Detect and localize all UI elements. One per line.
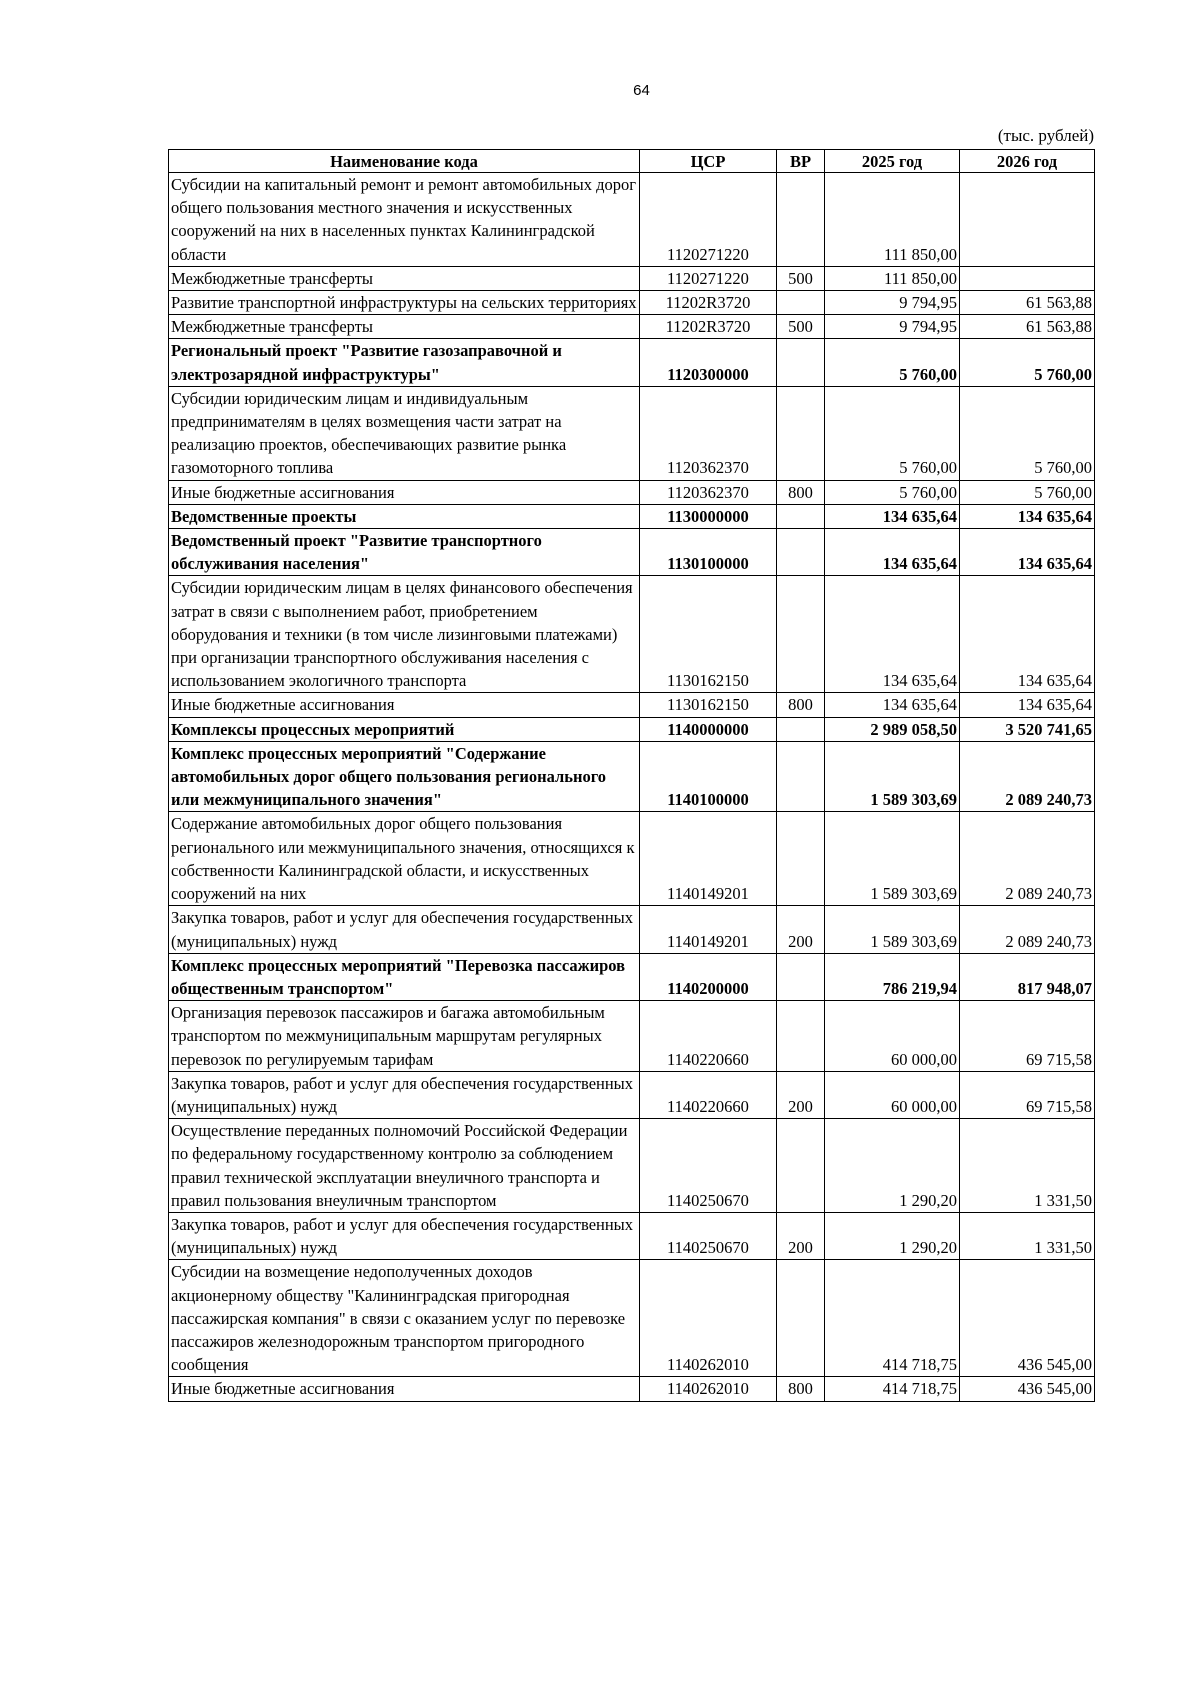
row-vr [777,1119,825,1213]
row-name: Субсидии юридическим лицам и индивидуальным предпринимателям в целях возмещения части затрат на реализацию проектов, обеспечивающих развитие рынка газомоторного топлива [169,386,640,480]
row-vr [777,504,825,528]
row-csr: 11202R3720 [640,315,777,339]
row-vr [777,529,825,576]
row-2025: 1 290,20 [825,1119,960,1213]
row-vr [777,953,825,1000]
row-vr [777,386,825,480]
table-row [169,693,1095,717]
row-2025: 786 219,94 [825,953,960,1000]
header-2025: 2025 год [825,150,960,173]
page-number: 64 [633,82,650,99]
row-name: Закупка товаров, работ и услуг для обеспечения государственных (муниципальных) нужд [169,906,640,953]
table-row [169,1071,1095,1118]
row-name: Иные бюджетные ассигнования [169,1377,640,1401]
row-csr: 1140100000 [640,741,777,812]
table-row [169,315,1095,339]
table-row [169,906,1095,953]
table-row [169,576,1095,693]
row-name: Субсидии юридическим лицам в целях финансового обеспечения затрат в связи с выполнением работ, приобретением оборудования и техники (в том числе лизинговыми платежами) при организации транспортного обслуживания населения с использованием экологичного транспорта [169,576,640,693]
row-csr: 1120362370 [640,386,777,480]
table-row [169,1119,1095,1213]
table-row [169,717,1095,741]
row-name: Закупка товаров, работ и услуг для обеспечения государственных (муниципальных) нужд [169,1212,640,1259]
row-vr [777,717,825,741]
row-2026: 436 545,00 [960,1260,1095,1377]
row-vr [777,576,825,693]
row-vr [777,291,825,315]
row-csr: 1140250670 [640,1212,777,1259]
row-name: Комплекс процессных мероприятий "Перевозка пассажиров общественным транспортом" [169,953,640,1000]
row-2026: 69 715,58 [960,1071,1095,1118]
row-vr: 200 [777,906,825,953]
units-label: (тыс. рублей) [997,126,1094,145]
header-2026: 2026 год [960,150,1095,173]
row-csr: 11202R3720 [640,291,777,315]
row-name: Субсидии на капитальный ремонт и ремонт автомобильных дорог общего пользования местного значения и искусственных сооружений на них в населенных пунктах Калининградской области [169,173,640,267]
row-name: Организация перевозок пассажиров и багажа автомобильным транспортом по межмуниципальным маршрутам регулярных перевозок по регулируемым тарифам [169,1001,640,1072]
row-2026: 1 331,50 [960,1212,1095,1259]
row-vr [777,812,825,906]
row-vr: 800 [777,1377,825,1401]
table-row [169,173,1095,267]
row-vr [777,741,825,812]
table-row [169,339,1095,386]
row-vr: 800 [777,480,825,504]
row-2025: 1 589 303,69 [825,812,960,906]
row-2025: 5 760,00 [825,339,960,386]
row-2026: 134 635,64 [960,576,1095,693]
row-2025: 134 635,64 [825,504,960,528]
row-csr: 1120271220 [640,266,777,290]
row-2025: 1 290,20 [825,1212,960,1259]
row-name: Межбюджетные трансферты [169,315,640,339]
header-csr: ЦСР [640,150,777,173]
table-row [169,266,1095,290]
row-2025: 414 718,75 [825,1377,960,1401]
row-2025: 1 589 303,69 [825,741,960,812]
row-csr: 1120362370 [640,480,777,504]
row-2025: 1 589 303,69 [825,906,960,953]
table-row [169,1212,1095,1259]
table-row [169,1260,1095,1377]
table-row [169,1377,1095,1401]
row-2025: 5 760,00 [825,386,960,480]
row-vr [777,1001,825,1072]
row-2026: 134 635,64 [960,529,1095,576]
row-name: Субсидии на возмещение недополученных доходов акционерному обществу "Калининградская пригородная пассажирская компания" в связи с оказанием услуг по перевозке пассажиров железнодорожным транспортом пригородного сообщения [169,1260,640,1377]
row-2026: 5 760,00 [960,480,1095,504]
row-name: Осуществление переданных полномочий Российской Федерации по федеральному государственному контролю за соблюдением правил технической эксплуатации внеуличного транспорта и правил пользования внеуличным транспортом [169,1119,640,1213]
row-2025: 9 794,95 [825,291,960,315]
row-2026: 61 563,88 [960,291,1095,315]
row-csr: 1120300000 [640,339,777,386]
row-vr [777,339,825,386]
row-name: Ведомственный проект "Развитие транспортного обслуживания населения" [169,529,640,576]
row-name: Комплексы процессных мероприятий [169,717,640,741]
row-csr: 1130100000 [640,529,777,576]
table-row [169,386,1095,480]
row-2026: 817 948,07 [960,953,1095,1000]
header-vr: ВР [777,150,825,173]
row-csr: 1140220660 [640,1001,777,1072]
row-csr: 1140149201 [640,906,777,953]
table-row [169,1001,1095,1072]
row-2025: 9 794,95 [825,315,960,339]
table-row [169,529,1095,576]
row-name: Развитие транспортной инфраструктуры на сельских территориях [169,291,640,315]
row-2025: 414 718,75 [825,1260,960,1377]
row-2026 [960,266,1095,290]
row-2026: 436 545,00 [960,1377,1095,1401]
row-2026: 61 563,88 [960,315,1095,339]
row-2025: 134 635,64 [825,693,960,717]
row-csr: 1130000000 [640,504,777,528]
row-2026 [960,173,1095,267]
table-row [169,812,1095,906]
row-name: Ведомственные проекты [169,504,640,528]
row-2025: 5 760,00 [825,480,960,504]
row-vr: 200 [777,1071,825,1118]
row-name: Комплекс процессных мероприятий "Содержание автомобильных дорог общего пользования регионального или межмуниципального значения" [169,741,640,812]
row-csr: 1140149201 [640,812,777,906]
row-2026: 134 635,64 [960,504,1095,528]
row-2026: 2 089 240,73 [960,906,1095,953]
table-row [169,504,1095,528]
row-2025: 134 635,64 [825,529,960,576]
row-name: Региональный проект "Развитие газозаправочной и электрозарядной инфраструктуры" [169,339,640,386]
row-csr: 1120271220 [640,173,777,267]
row-csr: 1140262010 [640,1260,777,1377]
row-csr: 1140200000 [640,953,777,1000]
row-2026: 1 331,50 [960,1119,1095,1213]
row-vr [777,173,825,267]
row-csr: 1140000000 [640,717,777,741]
row-2026: 5 760,00 [960,386,1095,480]
row-vr: 200 [777,1212,825,1259]
row-name: Иные бюджетные ассигнования [169,693,640,717]
table-header-row [169,150,1095,173]
row-name: Закупка товаров, работ и услуг для обеспечения государственных (муниципальных) нужд [169,1071,640,1118]
header-name: Наименование кода [169,150,640,173]
row-2025: 111 850,00 [825,173,960,267]
row-name: Содержание автомобильных дорог общего пользования регионального или межмуниципального значения, относящихся к собственности Калининградской области, и искусственных сооружений на них [169,812,640,906]
row-vr: 500 [777,266,825,290]
row-2026: 2 089 240,73 [960,812,1095,906]
table-row [169,480,1095,504]
table-row [169,741,1095,812]
row-2025: 60 000,00 [825,1001,960,1072]
row-2025: 60 000,00 [825,1071,960,1118]
row-csr: 1140250670 [640,1119,777,1213]
row-2025: 111 850,00 [825,266,960,290]
row-vr [777,1260,825,1377]
row-2026: 134 635,64 [960,693,1095,717]
row-vr: 500 [777,315,825,339]
table-row [169,291,1095,315]
budget-table [168,149,1095,1402]
row-csr: 1130162150 [640,576,777,693]
row-2026: 69 715,58 [960,1001,1095,1072]
row-vr: 800 [777,693,825,717]
row-csr: 1140220660 [640,1071,777,1118]
table-row [169,953,1095,1000]
row-2025: 2 989 058,50 [825,717,960,741]
row-2025: 134 635,64 [825,576,960,693]
row-2026: 2 089 240,73 [960,741,1095,812]
row-2026: 3 520 741,65 [960,717,1095,741]
row-name: Межбюджетные трансферты [169,266,640,290]
row-csr: 1130162150 [640,693,777,717]
row-2026: 5 760,00 [960,339,1095,386]
row-csr: 1140262010 [640,1377,777,1401]
row-name: Иные бюджетные ассигнования [169,480,640,504]
